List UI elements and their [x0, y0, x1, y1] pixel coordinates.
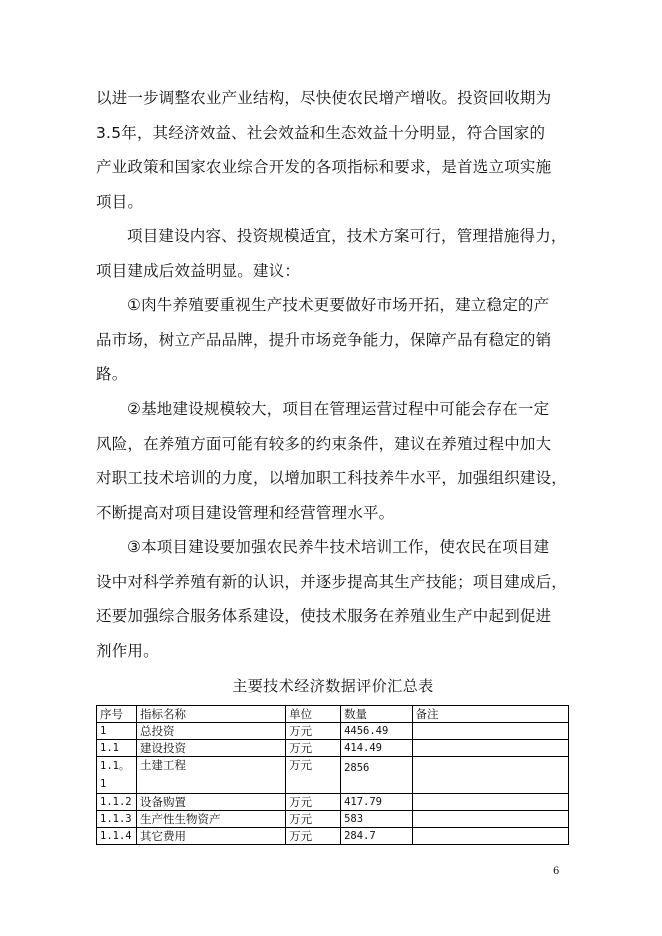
cell-name: 总投资	[136, 723, 285, 740]
table-row	[97, 723, 569, 740]
cell-unit: 万元	[286, 757, 341, 794]
cell-note	[412, 723, 568, 740]
cell-note	[412, 828, 568, 845]
paragraph-suggestion-1	[96, 288, 570, 392]
cell-unit: 万元	[286, 740, 341, 757]
cell-seq: 1.1.3	[97, 811, 137, 828]
table-row	[97, 740, 569, 757]
page-number: 6	[553, 866, 560, 877]
cell-name: 其它费用	[136, 828, 285, 845]
paragraph-suggestion-2	[96, 392, 570, 530]
paragraph-conclusion	[96, 81, 570, 219]
cell-qty: 417.79	[341, 794, 412, 811]
table-row	[97, 811, 569, 828]
table-row	[97, 794, 569, 811]
text-line: ③本项目建设要加强农民养牛技术培训工作，使农民在项目建	[127, 538, 550, 556]
cell-unit: 万元	[286, 723, 341, 740]
cell-unit: 万元	[286, 794, 341, 811]
cell-qty: 2856	[341, 757, 412, 794]
cell-unit: 万元	[286, 828, 341, 845]
text-line: 产业政策和国家农业综合开发的各项指标和要求，是首选立项实施	[96, 158, 552, 177]
text-line: 项目。	[96, 192, 144, 211]
paragraph-suggestion-3	[96, 530, 570, 668]
text-line: 品市场，树立产品品牌，提升市场竞争能力，保障产品有稳定的销	[96, 330, 552, 349]
cell-seq: 1.1.4	[97, 828, 137, 845]
cell-name: 建设投资	[136, 740, 285, 757]
cell-note	[412, 794, 568, 811]
text-line: 风险，在养殖方面可能有较多的约束条件，建议在养殖过程中加大	[96, 434, 552, 453]
cell-note	[412, 740, 568, 757]
text-line: ①肉牛养殖要重视生产技术更要做好市场开拓，建立稳定的产	[127, 296, 550, 314]
table-row	[97, 757, 569, 794]
header-qty: 数量	[341, 706, 412, 723]
text-line: 3.5年，其经济效益、社会效益和生态效益十分明显，符合国家的	[96, 123, 546, 142]
text-line: 设中对科学养殖有新的认识，并逐步提高其生产技能；项目建成后，	[96, 572, 568, 591]
text-line: 路。	[96, 365, 128, 384]
cell-qty: 414.49	[341, 740, 412, 757]
cell-name: 土建工程	[136, 757, 285, 794]
text-line: 项目建设内容、投资规模适宜，技术方案可行，管理措施得力，	[127, 227, 567, 245]
cell-seq-line: 1	[100, 778, 107, 790]
cell-qty: 284.7	[341, 828, 412, 845]
cell-note	[412, 811, 568, 828]
text-line: ②基地建设规模较大，项目在管理运营过程中可能会存在一定	[127, 400, 550, 418]
cell-name: 生产性生物资产	[136, 811, 285, 828]
text-line: 对职工技术培训的力度，以增加职工科技养牛水平，加强组织建设，	[96, 469, 568, 488]
cell-name: 设备购置	[136, 794, 285, 811]
header-name: 指标名称	[136, 706, 285, 723]
cell-seq: 1.1.2	[97, 794, 137, 811]
cell-qty: 583	[341, 811, 412, 828]
cell-seq-line: 1.1。	[100, 760, 130, 772]
table-title: 主要技术经济数据评价汇总表	[232, 677, 434, 695]
table-row	[97, 828, 569, 845]
cell-unit: 万元	[286, 811, 341, 828]
text-line: 不断提高对项目建设管理和经营管理水平。	[96, 503, 395, 522]
table-header-row	[97, 706, 569, 723]
cell-seq	[97, 757, 137, 794]
cell-seq: 1.1	[97, 740, 137, 757]
paragraph-suggestion-intro	[96, 219, 570, 288]
text-line: 以进一步调整农业产业结构，尽快使农民增产增收。投资回收期为	[96, 89, 552, 107]
summary-table	[96, 705, 569, 845]
header-seq: 序号	[97, 706, 137, 723]
header-note: 备注	[412, 706, 568, 723]
text-line: 剂作用。	[96, 641, 159, 660]
cell-qty: 4456.49	[341, 723, 412, 740]
header-unit: 单位	[286, 706, 341, 723]
cell-note	[412, 757, 568, 794]
cell-seq: 1	[97, 723, 137, 740]
text-line: 项目建成后效益明显。建议：	[96, 261, 301, 280]
text-line: 还要加强综合服务体系建设，使技术服务在养殖业生产中起到促进	[96, 607, 552, 626]
